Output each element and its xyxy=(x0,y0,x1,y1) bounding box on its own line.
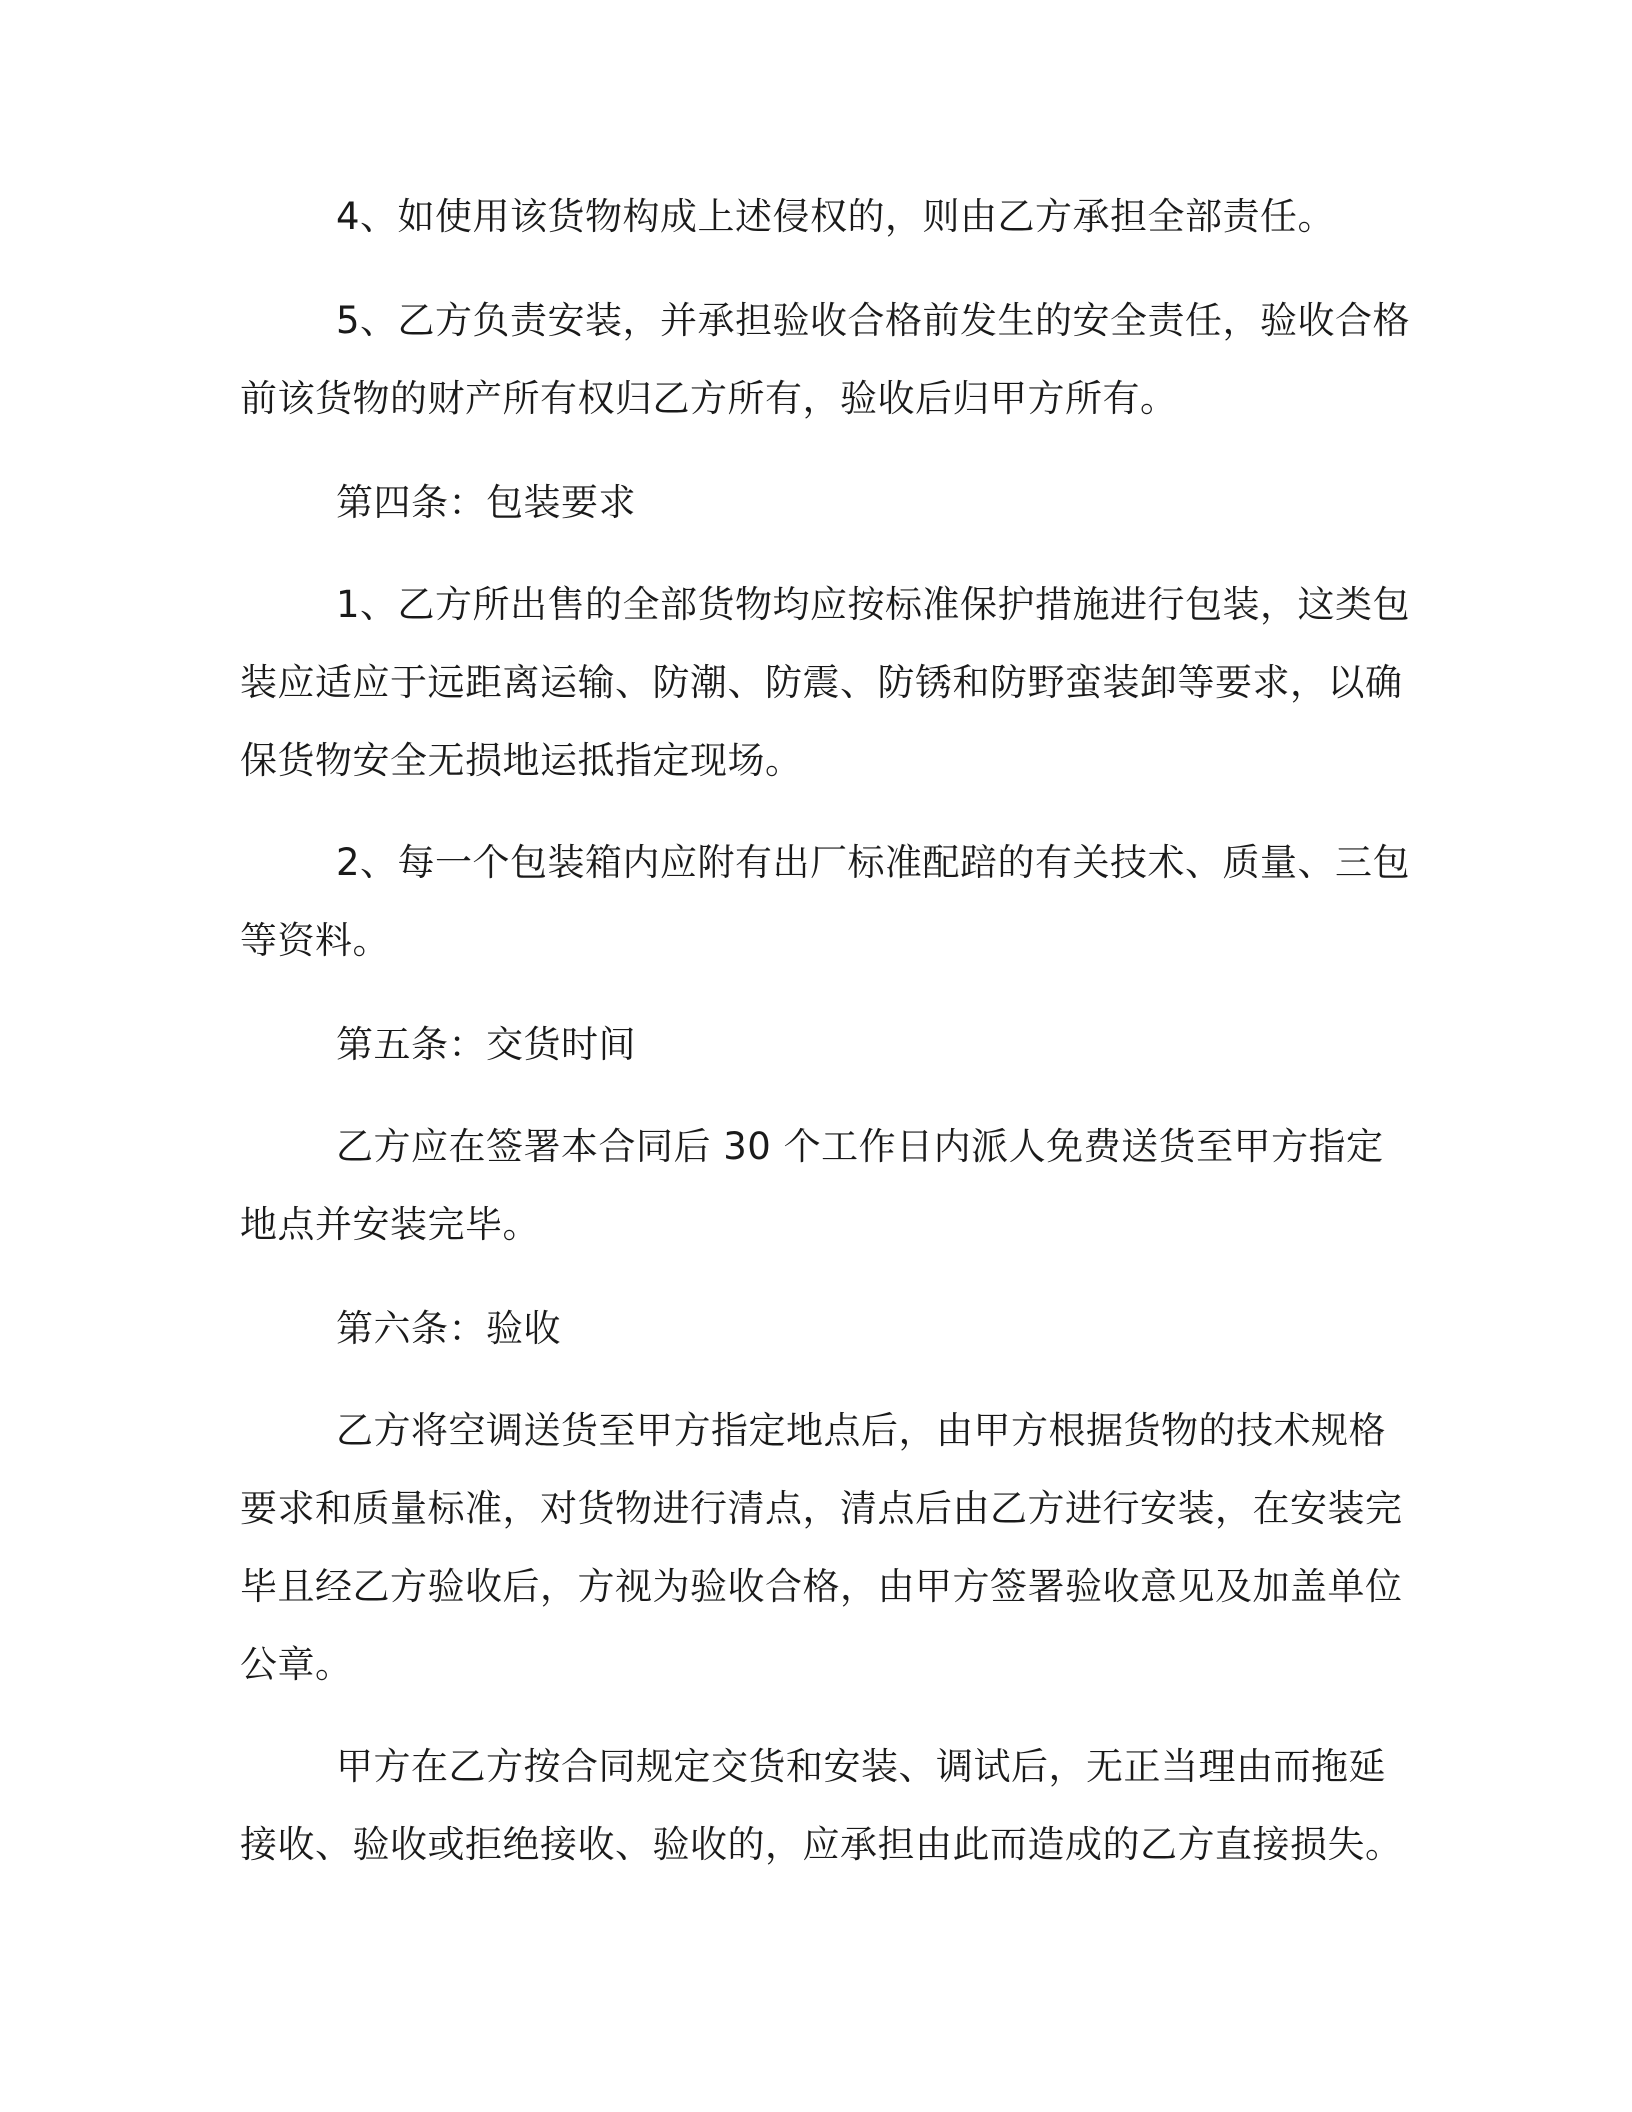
clause-6-body-1: 乙方将空调送货至甲方指定地点后，由甲方根据货物的技术规格要求和质量标准，对货物进行清点，清点后由乙方进行安装，在安装完毕且经乙方验收后，方视为验收合格，由甲方签署验收意见及加盖单位公章。 xyxy=(240,1409,1403,1686)
clause-3-item-4: 4、如使用该货物构成上述侵权的，则由乙方承担全部责任。 xyxy=(336,195,1336,238)
clause-5-body: 乙方应在签署本合同后 30 个工作日内派人免费送货至甲方指定地点并安装完毕。 xyxy=(240,1125,1384,1246)
clause-4-heading: 第四条：包装要求 xyxy=(336,481,636,524)
clause-3-item-5: 5、乙方负责安装，并承担验收合格前发生的安全责任，验收合格前该货物的财产所有权归乙方所有，验收后归甲方所有。 xyxy=(240,299,1411,420)
clause-6-body-2: 甲方在乙方按合同规定交货和安装、调试后，无正当理由而拖延接收、验收或拒绝接收、验收的，应承担由此而造成的乙方直接损失。 xyxy=(240,1745,1403,1866)
clause-4-item-1: 1、乙方所出售的全部货物均应按标准保护措施进行包装，这类包装应适应于远距离运输、防潮、防震、防锈和防野蛮装卸等要求，以确保货物安全无损地运抵指定现场。 xyxy=(240,583,1411,782)
clause-6-heading: 第六条：验收 xyxy=(336,1307,561,1350)
clause-5-heading: 第五条：交货时间 xyxy=(336,1023,636,1066)
clause-4-item-2: 2、每一个包装箱内应附有出厂标准配踣的有关技术、质量、三包等资料。 xyxy=(240,841,1411,962)
